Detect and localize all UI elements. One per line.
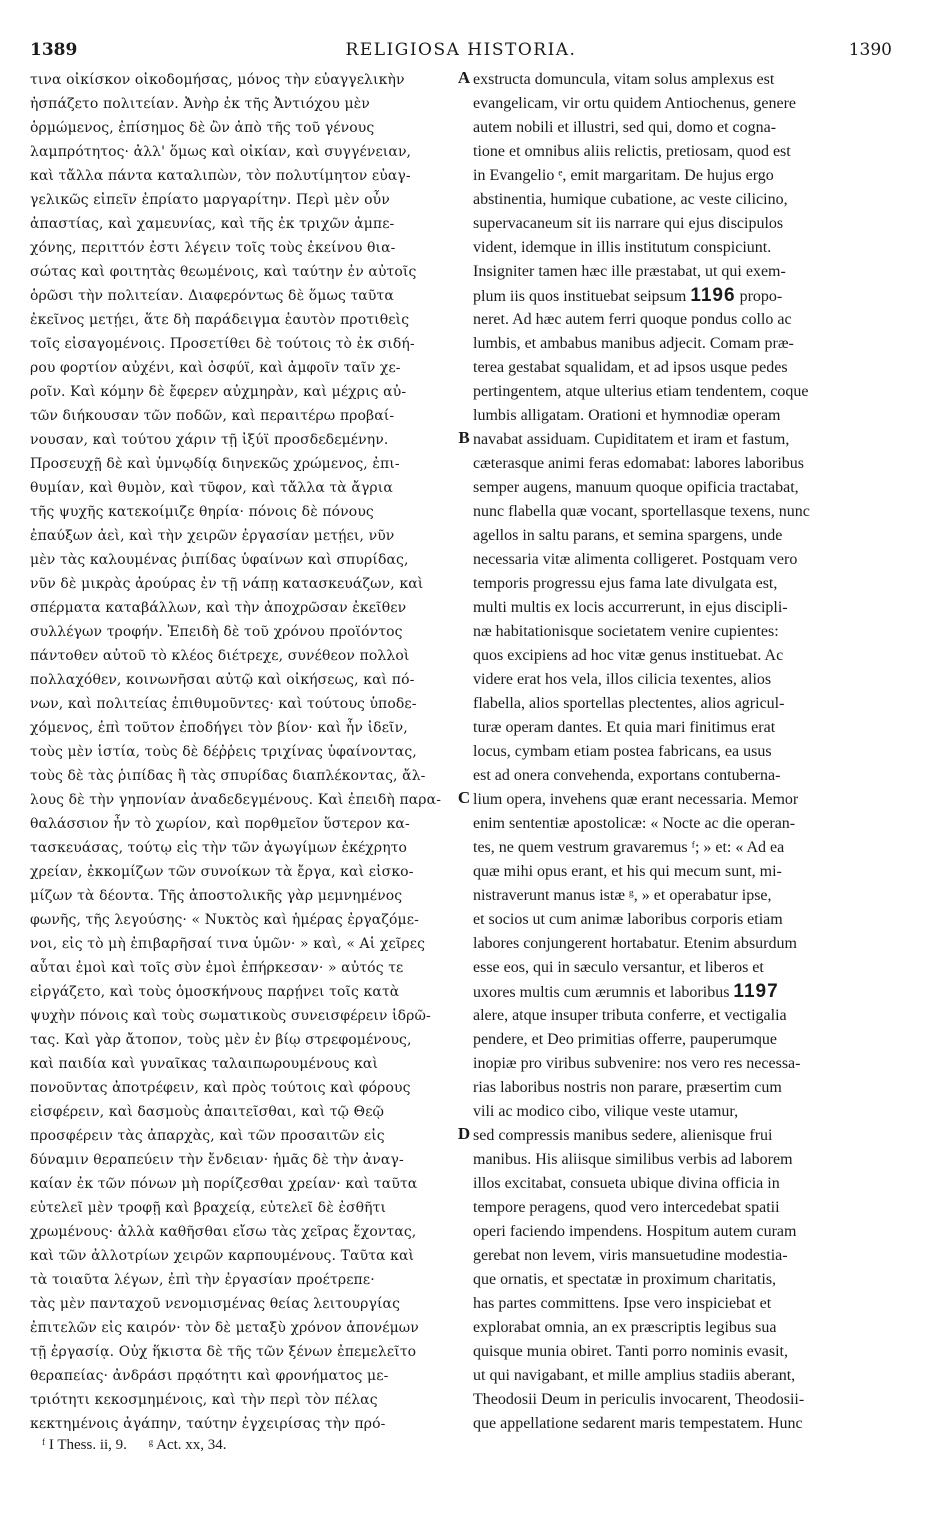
latin-text-line: turæ operam dantes. Et quia mari finitimus erat <box>473 719 776 736</box>
latin-text-line: agellos in saltu parans, et semina spargens, unde <box>473 527 783 544</box>
footnote-f: ᶠ I Thess. ii, 9. <box>42 1437 127 1453</box>
section-letter-d: D <box>457 1124 471 1143</box>
latin-text-line: navabat assiduam. Cupiditatem et iram et fastum, <box>473 431 790 448</box>
latin-text-line: pendere, et Deo primitias offerre, pauperumque <box>473 1031 778 1048</box>
greek-text-line: ἐπιτελῶν εἰς καιρόν· τὸν δὲ μεταξὺ χρόνον ἀπονέμων <box>30 1320 419 1336</box>
latin-text-line: et socios ut cum animæ laboribus corporis etiam <box>473 911 783 928</box>
latin-column <box>473 68 892 1436</box>
greek-text-line: κεκτημένοις ἀγάπην, ταύτην ἐγχειρίσας τὴν πρό- <box>30 1416 386 1432</box>
latin-text-line: vili ac modico cibo, vilique veste utamur, <box>473 1103 739 1120</box>
latin-text-line: neret. Ad hæc autem ferri quoque pondus collo ac <box>473 311 792 328</box>
latin-text-line: illos excitabat, consueta ubique divina officia in <box>473 1175 780 1192</box>
migne-column-number: 1196 <box>690 285 736 306</box>
migne-column-number: 1197 <box>733 981 779 1002</box>
latin-text-line: exstructa domuncula, vitam solus amplexus est <box>473 71 775 88</box>
greek-text-line: νῦν δὲ μικρὰς ἀρούρας ἐν τῇ νάπῃ κατασκευάζων, καὶ <box>30 576 424 592</box>
greek-text-line: λους δὲ τὴν γηπονίαν ἀναδεδεγμένους. Καὶ ἐπειδὴ παρα- <box>30 792 442 808</box>
greek-text-line: σώτας καὶ φοιτητὰς θεωμένοις, καὶ ταύτην ἐν αὐτοῖς <box>30 264 417 280</box>
latin-text-line: gerebat non levem, viris mansuetudine modestia- <box>473 1247 788 1264</box>
greek-text-line: σπέρματα καταβάλλων, καὶ τὴν ἀποχρῶσαν ἐκεῖθεν <box>30 600 407 616</box>
latin-text-line: cæterasque animi feras edomabat: labores laboribus <box>473 455 804 472</box>
greek-text-line: πονοῦντας ἀποτρέφειν, καὶ πρὸς τούτοις καὶ φόρους <box>30 1080 411 1096</box>
section-letter-a: A <box>457 68 471 87</box>
greek-text-line: τοῖς εἰσαγομένοις. Προσετίθει δὲ τούτοις τὸ ἐκ σιδή- <box>30 336 415 352</box>
greek-text-line: θυμίαν, καὶ θυμὸν, καὶ τῦφον, καὶ τἄλλα τὰ ἄγρια <box>30 480 393 496</box>
greek-text-line: ὁρῶσι τὴν πολιτείαν. Διαφερόντως δὲ ὅμως ταῦτα <box>30 288 394 304</box>
greek-text-line: Προσευχῇ δὲ καὶ ὑμνῳδίᾳ διηνεκῶς χρώμενος, ἐπι- <box>30 456 400 472</box>
latin-text-line: tempore peragens, quod vero intercedebat spatii <box>473 1199 780 1216</box>
latin-text-line: lumbis, et ambabus manibus adjecit. Comam præ- <box>473 335 794 352</box>
latin-text-line: locus, cymbam etiam postea fabricans, ea usus <box>473 743 772 760</box>
greek-text-line: νουσαν, καὶ τούτου χάριν τῇ ἰξύϊ προσδεδεμένην. <box>30 432 389 448</box>
greek-text-line: τῆς ψυχῆς κατεκοίμιζε θηρία· πόνοις δὲ πόνους <box>30 504 374 520</box>
greek-text-line: ἠσπάζετο πολιτείαν. Ἀνὴρ ἐκ τῆς Ἀντιόχου μὲν <box>30 96 370 112</box>
latin-text-line: uxores multis cum ærumnis et laboribus 1197 <box>473 981 779 1002</box>
greek-text-line: τοὺς δὲ τὰς ῥιπίδας ἢ τὰς σπυρίδας διαπλέκοντας, ἄλ- <box>30 768 426 784</box>
greek-text-line: μίζων τὰ δέοντα. Τῆς ἀποστολικῆς γὰρ μεμνημένος <box>30 888 403 904</box>
greek-text-line: καὶ τἄλλα πάντα καταλιπὼν, τὸν πολυτίμητον εὐαγ- <box>30 168 411 184</box>
greek-text-line: γελικῶς εἰπεῖν ἐπρίατο μαργαρίτην. Περὶ μὲν οὖν <box>30 192 390 208</box>
greek-text-line: τὰς μὲν πανταχοῦ νενομισμένας θείας λειτουργίας <box>30 1296 401 1312</box>
greek-text-line: ρου φορτίον αὐχένι, καὶ ὀσφύϊ, καὶ ἀμφοῖν ταῖν χε- <box>30 360 401 376</box>
greek-text-line: ἀπαστίας, καὶ χαμευνίας, καὶ τῆς ἐκ τριχῶν ἀμπε- <box>30 216 395 232</box>
latin-text-line: nunc flabella quæ vocant, sportellasque texens, nunc <box>473 503 810 520</box>
latin-text-line: supervacaneum sit iis narrare qui ejus discipulos <box>473 215 784 232</box>
greek-text-line: τριότητι κεκοσμημένοις, καὶ τὴν περὶ τὸν πέλας <box>30 1392 378 1408</box>
greek-text-line: ὁρμώμενος, ἐπίσημος δὲ ὢν ἀπὸ τῆς τοῦ γένους <box>30 120 375 136</box>
latin-text-line: esse eos, qui in sæculo versantur, et liberos et <box>473 959 764 976</box>
greek-text-line: δύναμιν θεραπεύειν τὴν ἔνδειαν· ἡμᾶς δὲ τὴν ἀναγ- <box>30 1152 404 1168</box>
greek-text-line: ροῖν. Καὶ κόμην δὲ ἔφερεν αὐχμηρὰν, καὶ μέχρις αὐ- <box>30 384 407 400</box>
greek-text-line: εἰσφέρειν, καὶ δασμοὺς ἀπαιτεῖσθαι, καὶ τῷ Θεῷ <box>30 1104 385 1120</box>
greek-text-line: συλλέγων τροφήν. Ἐπειδὴ δὲ τοῦ χρόνου προϊόντος <box>30 624 403 640</box>
greek-text-line: θαλάσσιον ἦν τὸ χωρίον, καὶ πορθμεῖον ὕστερον κα- <box>30 816 410 832</box>
latin-text-line: terea gestabat squalidam, et ad ipsos usque pedes <box>473 359 788 376</box>
latin-text-line: vident, idemque in illis institutum conspiciunt. <box>473 239 772 256</box>
latin-text-line: enim sententiæ apostolicæ: « Nocte ac die operan- <box>473 815 796 832</box>
greek-text-line: τῶν διήκουσαν τῶν ποδῶν, καὶ περαιτέρω προβαί- <box>30 408 395 424</box>
page-number-right: 1390 <box>848 40 892 60</box>
greek-text-line: χόμενος, ἐπὶ τοῦτον ἐποδήγει τὸν βίον· καὶ ἦν ἰδεῖν, <box>30 720 408 736</box>
latin-text-line: explorabat omnia, an ex præscriptis legibus sua <box>473 1319 777 1336</box>
latin-text-line: necessaria vitæ alimenta colligeret. Postquam vero <box>473 551 798 568</box>
latin-text-line: abstinentia, humique cubatione, ac veste cilicino, <box>473 191 788 208</box>
footnote-g: ᵍ Act. xx, 34. <box>148 1437 227 1453</box>
latin-text-line: sed compressis manibus sedere, alienisque frui <box>473 1127 773 1144</box>
latin-text-line: inopiæ pro viribus subvenire: nos vero res necessa- <box>473 1055 801 1072</box>
greek-text-line: φωνῆς, τῆς λεγούσης· « Νυκτὸς καὶ ἡμέρας ἐργαζόμε- <box>30 912 419 928</box>
greek-text-line: μὲν τὰς καλουμένας ῥιπίδας ὑφαίνων καὶ σπυρίδας, <box>30 552 409 568</box>
latin-text-line: autem nobili et illustri, sed qui, domo et cogna- <box>473 119 777 136</box>
greek-text-line: τινα οἰκίσκον οἰκοδομήσας, μόνος τὴν εὐαγγελικὴν <box>30 72 405 88</box>
latin-text-line: semper augens, manuum quoque opificia tractabat, <box>473 479 799 496</box>
greek-text-line: τας. Καὶ γὰρ ἄτοπον, τοὺς μὲν ἐν βίῳ στρεφομένους, <box>30 1032 412 1048</box>
greek-text-line: λαμπρότητος· ἀλλ' ὅμως καὶ οἰκίαν, καὶ συγγένειαν, <box>30 144 412 160</box>
footnotes <box>42 1433 462 1457</box>
page-number-left: 1389 <box>30 40 78 60</box>
greek-text-line: προσφέρειν τὰς ἀπαρχὰς, καὶ τῶν προσαιτῶν εἰς <box>30 1128 385 1144</box>
page-header <box>30 40 892 64</box>
section-letter-c: C <box>457 788 471 807</box>
greek-text-line: τὰ τοιαῦτα λέγων, ἐπὶ τὴν ἐργασίαν προέτρεπε· <box>30 1272 375 1288</box>
latin-text-line: nistraverunt manus istæ ᵍ, » et operabatur ipse, <box>473 887 772 904</box>
greek-text-line: νων, καὶ πολιτείας ἐπιθυμοῦντες· καὶ τούτους ὑποδε- <box>30 696 417 712</box>
latin-text-line: næ habitationisque societatem venire cupientes: <box>473 623 779 640</box>
greek-text-line: χρείαν, ἐκκομίζων τῶν συνοίκων τὰ ἔργα, καὶ εἰσκο- <box>30 864 414 880</box>
latin-text-line: temporis progressu ejus fama late divulgata est, <box>473 575 778 592</box>
latin-text-line: tione et omnibus aliis relictis, pretiosam, quod est <box>473 143 791 160</box>
greek-text-line: τασκευάσας, τούτῳ εἰς τὴν τῶν ἀγωγίμων ἐκέχρητο <box>30 840 408 856</box>
latin-text-line: lumbis alligatam. Orationi et hymnodiæ operam <box>473 407 781 424</box>
latin-text-line: quisque munia obiret. Tanti porro nominis evasit, <box>473 1343 788 1360</box>
latin-text-line: plum iis quos instituebat seipsum 1196 propo- <box>473 285 783 306</box>
greek-text-line: χόνης, περιττόν ἐστι λέγειν τοῖς τοὺς ἐκείνου θια- <box>30 240 396 256</box>
latin-text-line: Insigniter tamen hæc ille præstabat, ut qui exem- <box>473 263 786 280</box>
latin-text-line: operi faciendo impendens. Hospitum autem curam <box>473 1223 797 1240</box>
latin-text-line: in Evangelio ᵉ, emit margaritam. De hujus ergo <box>473 167 774 184</box>
latin-text-line: lium opera, invehens quæ erant necessaria. Memor <box>473 791 799 808</box>
latin-text-line: quæ mihi opus erant, et his qui mecum sunt, mi- <box>473 863 782 880</box>
latin-text-line: evangelicam, vir ortu quidem Antiochenus, genere <box>473 95 797 112</box>
greek-text-line: ἐκεῖνος μετῄει, ἅτε δὴ παράδειγμα ἑαυτὸν προτιθεὶς <box>30 312 410 328</box>
latin-text-line: ut qui navigabant, et mille amplius stadiis aberant, <box>473 1367 796 1384</box>
latin-text-line: multi multis ex locis accurrerunt, in ejus discipli- <box>473 599 788 616</box>
latin-text-line: pertingentem, atque ulterius etiam tendentem, coque <box>473 383 809 400</box>
greek-text-line: τοὺς μὲν ἱστία, τοὺς δὲ δέῤῥεις τριχίνας ὑφαίνοντας, <box>30 744 417 760</box>
greek-text-line: καὶ παιδία καὶ γυναῖκας ταλαιπωρουμένους καὶ <box>30 1056 379 1072</box>
latin-text-line: quos excipiens ad hoc vitæ genus instituebat. Ac <box>473 647 784 664</box>
latin-text-line: que ornatis, et spectatæ in proximum charitatis, <box>473 1271 777 1288</box>
latin-text-line: has partes committens. Ipse vero inspiciebat et <box>473 1295 772 1312</box>
greek-text-line: τῇ ἐργασίᾳ. Οὐχ ἥκιστα δὲ τῆς τῶν ξένων ἐπεμελεῖτο <box>30 1344 417 1360</box>
latin-text-line: flabella, alios sportellas plectentes, alios agricul- <box>473 695 785 712</box>
greek-text-line: εἰργάζετο, καὶ τοὺς ὁμοσκήνους παρῄνει τοῖς κατὰ <box>30 984 400 1000</box>
latin-text-line: que appellatione sedarent maris tempestatem. Hunc <box>473 1415 803 1432</box>
greek-text-line: εὐτελεῖ μὲν τροφῇ καὶ βραχείᾳ, εὐτελεῖ δὲ ἐσθῆτι <box>30 1200 387 1216</box>
greek-text-line: πάντοθεν αὐτοῦ τὸ κλέος διέτρεχε, συνέθεον πολλοὶ <box>30 648 410 664</box>
latin-text-line: rias laboribus nostris non parare, præsertim cum <box>473 1079 782 1096</box>
running-title: RELIGIOSA HISTORIA. <box>345 40 577 60</box>
greek-text-line: ἐπαύξων ἀεὶ, καὶ τὴν χειρῶν ἐργασίαν μετῄει, νῦν <box>30 528 395 544</box>
greek-text-line: πολλαχόθεν, κοινωνῆσαι αὐτῷ καὶ οἰκήσεως, καὶ πό- <box>30 672 415 688</box>
latin-text-line: tes, ne quem vestrum gravaremus ᶠ; » et: « Ad ea <box>473 839 785 856</box>
latin-text-line: manibus. His aliisque similibus verbis ad laborem <box>473 1151 793 1168</box>
latin-text-line: labores conjungerent hortabatur. Etenim absurdum <box>473 935 797 952</box>
greek-text-line: καίαν ἐκ τῶν πόνων μὴ πορίζεσθαι χρείαν· καὶ ταῦτα <box>30 1176 418 1192</box>
greek-text-line: θεραπείας· ἀνδράσι πρᾳότητι καὶ φρονήματος με- <box>30 1368 389 1384</box>
latin-text-line: videre erat hos vela, illos cilicia texentes, alios <box>473 671 772 688</box>
greek-text-line: χρωμένους· ἀλλὰ καθῆσθαι εἴσω τὰς χεῖρας ἔχοντας, <box>30 1224 417 1240</box>
latin-text-line: est ad onera convehenda, exportans contuberna- <box>473 767 781 784</box>
latin-text-line: alere, atque insuper tributa conferre, et vectigalia <box>473 1007 787 1024</box>
section-letter-b: B <box>458 428 470 447</box>
greek-text-line: ψυχὴν πόνοις καὶ τοὺς σωματικοὺς συνεισφέρειν ἱδρῶ- <box>30 1008 431 1024</box>
latin-text-line: Theodosii Deum in periculis invocarent, Theodosii- <box>473 1391 805 1408</box>
greek-text-line: αὗται ἐμοὶ καὶ τοῖς σὺν ἐμοὶ ἐπήρκεσαν· » αὐτός τε <box>30 960 404 976</box>
greek-text-line: καὶ τῶν ἀλλοτρίων χειρῶν καρπουμένους. Ταῦτα καὶ <box>30 1248 415 1264</box>
greek-text-line: νοι, εἰς τὸ μὴ ἐπιβαρῆσαί τινα ὑμῶν· » καὶ, « Αἱ χεῖρες <box>30 936 426 952</box>
greek-column <box>30 68 456 1436</box>
